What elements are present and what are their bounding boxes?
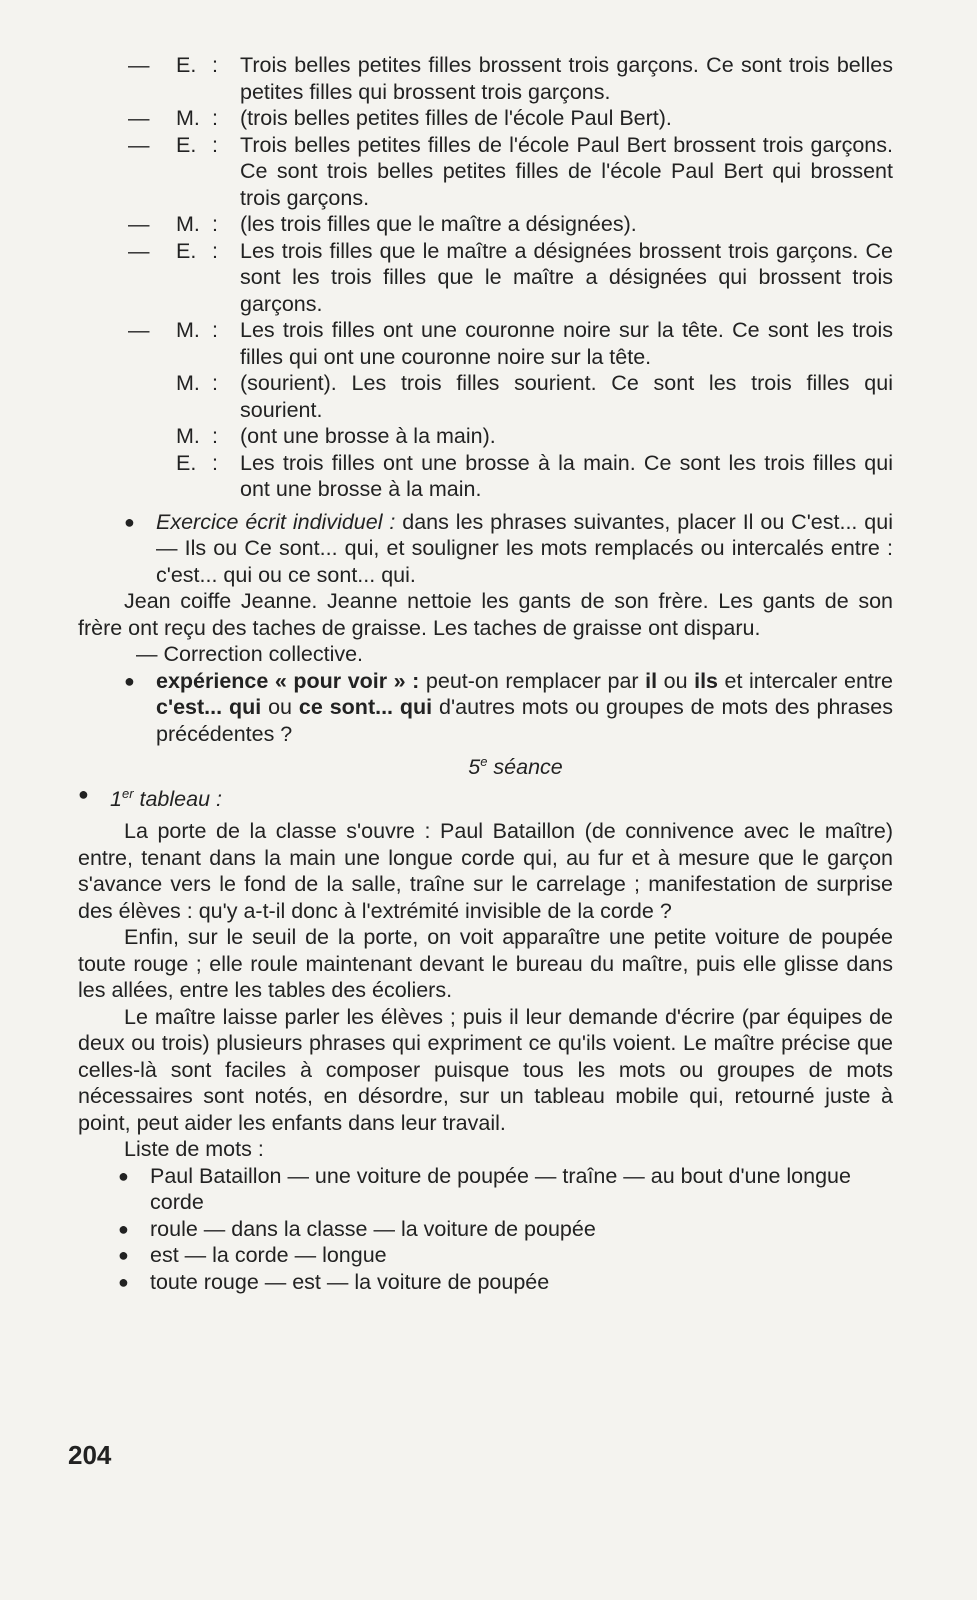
dialogue-colon: :	[212, 318, 218, 342]
bullet-icon: ●	[118, 1271, 129, 1292]
dialogue-line	[78, 317, 893, 370]
dialogue-dash: —	[128, 212, 150, 236]
dialogue-dash: —	[128, 53, 150, 77]
dialogue-line	[78, 105, 893, 132]
dialogue-colon: :	[212, 424, 218, 448]
dialogue-speaker: E.	[176, 53, 197, 77]
word-list-item	[78, 1216, 893, 1243]
word-list-text: Paul Bataillon — une voiture de poupée — traîne — au bout d'une longue corde	[150, 1163, 851, 1215]
dialogue-colon: :	[212, 212, 218, 236]
word-list-text: roule — dans la classe — la voiture de poupée	[150, 1216, 596, 1241]
exercise-text: dans les phrases suivantes, placer Il ou C'est... qui — Ils ou Ce sont... qui, et souligner les mots remplacés ou intercalés entre : c'est... qui ou ce sont... qui.	[156, 509, 893, 587]
page-number: 204	[68, 1440, 112, 1470]
dialogue-speaker: M.	[176, 212, 200, 236]
word-list-item	[78, 1242, 893, 1269]
word-list-item	[78, 1269, 893, 1296]
dialogue-text: (sourient). Les trois filles sourient. Ce sont les trois filles qui sourient.	[240, 371, 893, 422]
dialogue-line	[78, 211, 893, 238]
bullet-icon: ●	[118, 1245, 129, 1266]
dialogue-colon: :	[212, 53, 218, 77]
dialogue-text: (trois belles petites filles de l'école Paul Bert).	[240, 106, 672, 130]
dialogue-line	[78, 423, 893, 450]
correction-line: — Correction collective.	[136, 642, 364, 666]
dialogue-colon: :	[212, 132, 218, 157]
experience-item: ● expérience « pour voir » : peut-on remplacer par il ou ils et intercaler entre c'est... qui ou ce sont... qui d'autres mots ou groupes de mots des phrases précédentes ?	[78, 668, 893, 748]
dialogue-text: Les trois filles que le maître a désignées brossent trois garçons. Ce sont les trois filles que le maître a désignées qui brossent trois garçons.	[240, 238, 893, 316]
dialogue-speaker: M.	[176, 318, 200, 342]
dialogue-line	[78, 52, 893, 105]
word-list	[78, 1163, 893, 1296]
dialogue-text: Trois belles petites filles brossent trois garçons. Ce sont trois belles petites filles qui brossent trois garçons.	[240, 53, 893, 104]
dialogue-speaker: M.	[176, 106, 200, 130]
dialogue-colon: :	[212, 238, 218, 263]
dialogue-colon: :	[212, 450, 218, 475]
dialogue-line	[78, 370, 893, 423]
exercise-title: Exercice écrit individuel :	[156, 509, 396, 534]
dialogue-text: Trois belles petites filles de l'école Paul Bert brossent trois garçons. Ce sont trois belles petites filles de l'école Paul Bert qui brossent trois garçons.	[240, 132, 893, 210]
word-list-text: toute rouge — est — la voiture de poupée	[150, 1269, 550, 1294]
narrative-paragraph: Le maître laisse parler les élèves ; puis il leur demande d'écrire (par équipes de deux ou trois) plusieurs phrases qui expriment ce qu'ils voient. Le maître précise que celles-là sont faciles à composer puisque tous les mots ou groupes de mots nécessaires sont notés, en désordre, sur un tableau mobile qui, retourné juste à point, peut aider les enfants dans leur travail.	[78, 1004, 893, 1135]
dialogue-line	[78, 238, 893, 318]
experience-title: expérience « pour voir » :	[156, 668, 420, 693]
dialogue-text: Les trois filles ont une brosse à la main. Ce sont les trois filles qui ont une brosse à la main.	[240, 450, 893, 501]
dialogue-dash: —	[128, 132, 150, 157]
exercise-item	[78, 509, 893, 589]
bullet-icon: ●	[118, 1165, 129, 1186]
dialogue-dash: —	[128, 318, 150, 342]
dialogue-speaker: E.	[176, 238, 197, 263]
narrative-paragraphs	[78, 818, 893, 1136]
bullet-icon: ●	[124, 511, 135, 532]
dialogue-speaker: E.	[176, 132, 197, 157]
tableau-heading: ● 1er tableau :	[78, 781, 893, 813]
word-list-item	[78, 1163, 893, 1216]
dialogue-block	[78, 52, 893, 503]
dialogue-speaker: E.	[176, 450, 197, 475]
dialogue-text: Les trois filles ont une couronne noire sur la tête. Ce sont les trois filles qui ont une couronne noire sur la tête.	[240, 318, 893, 369]
dialogue-speaker: M.	[176, 424, 200, 448]
dialogue-text: (ont une brosse à la main).	[240, 424, 496, 448]
dialogue-speaker: M.	[176, 371, 200, 395]
page-text	[78, 52, 893, 1295]
dialogue-dash: —	[128, 106, 150, 130]
word-list-text: est — la corde — longue	[150, 1243, 387, 1268]
bullet-icon: ●	[118, 1218, 129, 1239]
word-list-title: Liste de mots :	[124, 1137, 264, 1162]
bullet-icon: ●	[78, 783, 89, 804]
exercise-sentences: Jean coiffe Jeanne. Jeanne nettoie les gants de son frère. Les gants de son frère ont reçu des taches de graisse. Les taches de graisse ont disparu.	[78, 589, 893, 640]
narrative-paragraph: Enfin, sur le seuil de la porte, on voit apparaître une petite voiture de poupée toute rouge ; elle roule maintenant devant le bureau du maître, puis elle glisse dans les allées, entre les tables des écoliers.	[78, 925, 893, 1003]
dialogue-line	[78, 132, 893, 212]
dialogue-dash: —	[128, 238, 150, 263]
narrative-paragraph: La porte de la classe s'ouvre : Paul Bataillon (de connivence avec le maître) entre, tenant dans la main une longue corde qui, au fur et à mesure que le garçon s'avance vers le fond de la salle, traîne sur le carrelage ; manifestation de surprise des élèves : qu'y a-t-il donc à l'extrémité invisible de la corde ?	[78, 819, 893, 923]
dialogue-colon: :	[212, 106, 218, 130]
dialogue-line	[78, 450, 893, 503]
bullet-icon: ●	[124, 670, 135, 691]
dialogue-text: (les trois filles que le maître a désignées).	[240, 212, 637, 236]
session-heading: 5e séance	[468, 754, 563, 780]
dialogue-colon: :	[212, 371, 218, 395]
